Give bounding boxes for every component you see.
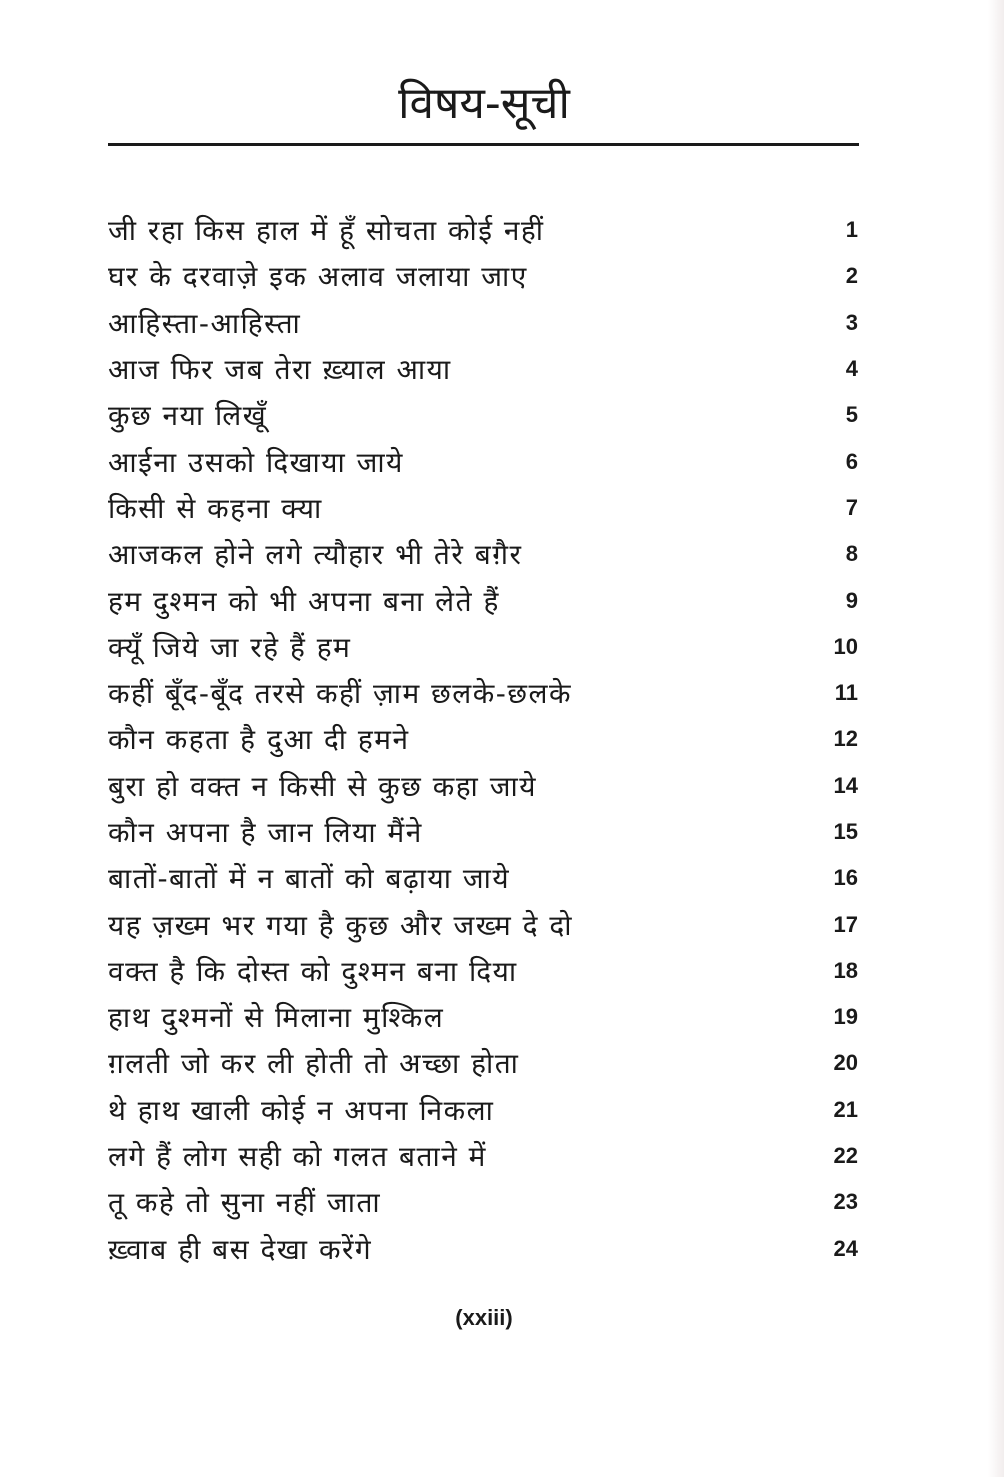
toc-entry (108, 438, 858, 484)
toc-entry-page-number: 1 (845, 217, 858, 243)
toc-entry-page-number: 17 (833, 911, 858, 937)
toc-entry-page-number: 12 (833, 726, 858, 752)
toc-entry-page-number: 8 (845, 541, 858, 567)
toc-entry (108, 346, 858, 392)
toc-entry-page-number: 24 (833, 1235, 858, 1261)
toc-entry (108, 207, 858, 253)
toc-entry-page-number: 9 (845, 587, 858, 613)
toc-entry-title: कुछ नया लिखूँ (108, 399, 268, 433)
toc-entry-title: आईना उसको दिखाया जाये (108, 445, 404, 479)
toc-entry (108, 1179, 858, 1225)
toc-entry-page-number: 14 (833, 772, 858, 798)
toc-entry-title: आहिस्ता-आहिस्ता (108, 306, 302, 340)
toc-entry (108, 763, 858, 809)
toc-entry-title: बुरा हो वक्त न किसी से कुछ कहा जाये (108, 769, 537, 803)
toc-entry-title: जी रहा किस हाल में हूँ सोचता कोई नहीं (108, 214, 545, 248)
toc-entry-title: थे हाथ खाली कोई न अपना निकला (108, 1093, 495, 1127)
toc-entry-title: तू कहे तो सुना नहीं जाता (108, 1186, 382, 1220)
toc-entry (108, 577, 858, 623)
toc-entry-title: कहीं बूँद-बूँद तरसे कहीं ज़ाम छलके-छलके (108, 677, 573, 711)
toc-entry-page-number: 2 (845, 263, 858, 289)
toc-entry-title: आज फिर जब तेरा ख़्याल आया (108, 353, 452, 387)
toc-entry-page-number: 11 (834, 680, 858, 706)
toc-entry-page-number: 21 (833, 1096, 858, 1122)
toc-entry (108, 1226, 858, 1272)
toc-entry-title: किसी से कहना क्या (108, 491, 323, 525)
toc-entry (108, 1040, 858, 1086)
toc-entry-page-number: 22 (833, 1143, 858, 1169)
toc-entry (108, 901, 858, 947)
toc-entry-page-number: 5 (845, 402, 858, 428)
toc-entry (108, 485, 858, 531)
toc-entry-title: बातों-बातों में न बातों को बढ़ाया जाये (108, 862, 511, 896)
toc-entry-title: यह ज़ख्म भर गया है कुछ और जख्म दे दो (108, 908, 573, 942)
toc-entry-title: कौन कहता है दुआ दी हमने (108, 723, 410, 757)
page-title: विषय-सूची (398, 78, 570, 129)
toc-entry-page-number: 6 (845, 448, 858, 474)
toc-entry (108, 392, 858, 438)
page-number: (xxiii) (455, 1305, 513, 1330)
toc-entry-title: हाथ दुश्मनों से मिलाना मुश्किल (108, 1001, 445, 1035)
toc-entry-page-number: 19 (833, 1004, 858, 1030)
toc-entry-page-number: 3 (845, 309, 858, 335)
toc-entry (108, 253, 858, 299)
toc-entry (108, 531, 858, 577)
toc-entry-title: ख़्वाब ही बस देखा करेंगे (108, 1232, 373, 1266)
toc-entry-title: वक्त है कि दोस्त को दुश्मन बना दिया (108, 954, 518, 988)
toc-entry-title: लगे हैं लोग सही को गलत बताने में (108, 1140, 487, 1174)
toc-entry-page-number: 10 (833, 633, 858, 659)
toc-entry (108, 1087, 858, 1133)
toc-entry-page-number: 15 (833, 819, 858, 844)
toc-entry-page-number: 18 (833, 957, 858, 983)
toc-entry (108, 1133, 858, 1179)
toc-entry-title: हम दुश्मन को भी अपना बना लेते हैं (108, 584, 500, 618)
toc-entry-title: ग़लती जो कर ली होती तो अच्छा होता (108, 1047, 520, 1081)
title-underline (108, 143, 859, 146)
toc-entry (108, 624, 858, 670)
toc-entry (108, 716, 858, 762)
toc-entry-page-number: 16 (833, 865, 858, 891)
toc-entry-title: आजकल होने लगे त्यौहार भी तेरे बग़ैर (108, 538, 523, 572)
toc-entry (108, 670, 858, 716)
toc-entry-page-number: 23 (833, 1189, 858, 1215)
table-of-contents (108, 207, 858, 1272)
toc-entry (108, 948, 858, 994)
toc-entry (108, 855, 858, 901)
page-edge-shadow (988, 0, 1004, 1477)
toc-entry-title: कौन अपना है जान लिया मैंने (108, 816, 423, 849)
toc-entry-title: घर के दरवाज़े इक अलाव जलाया जाए (108, 260, 528, 294)
toc-entry-title: क्यूँ जिये जा रहे हैं हम (108, 630, 352, 664)
toc-entry (108, 300, 858, 346)
toc-entry (108, 809, 858, 855)
toc-entry-page-number: 4 (845, 356, 858, 382)
toc-entry (108, 994, 858, 1040)
toc-entry-page-number: 20 (833, 1050, 858, 1076)
toc-entry-page-number: 7 (845, 494, 858, 520)
